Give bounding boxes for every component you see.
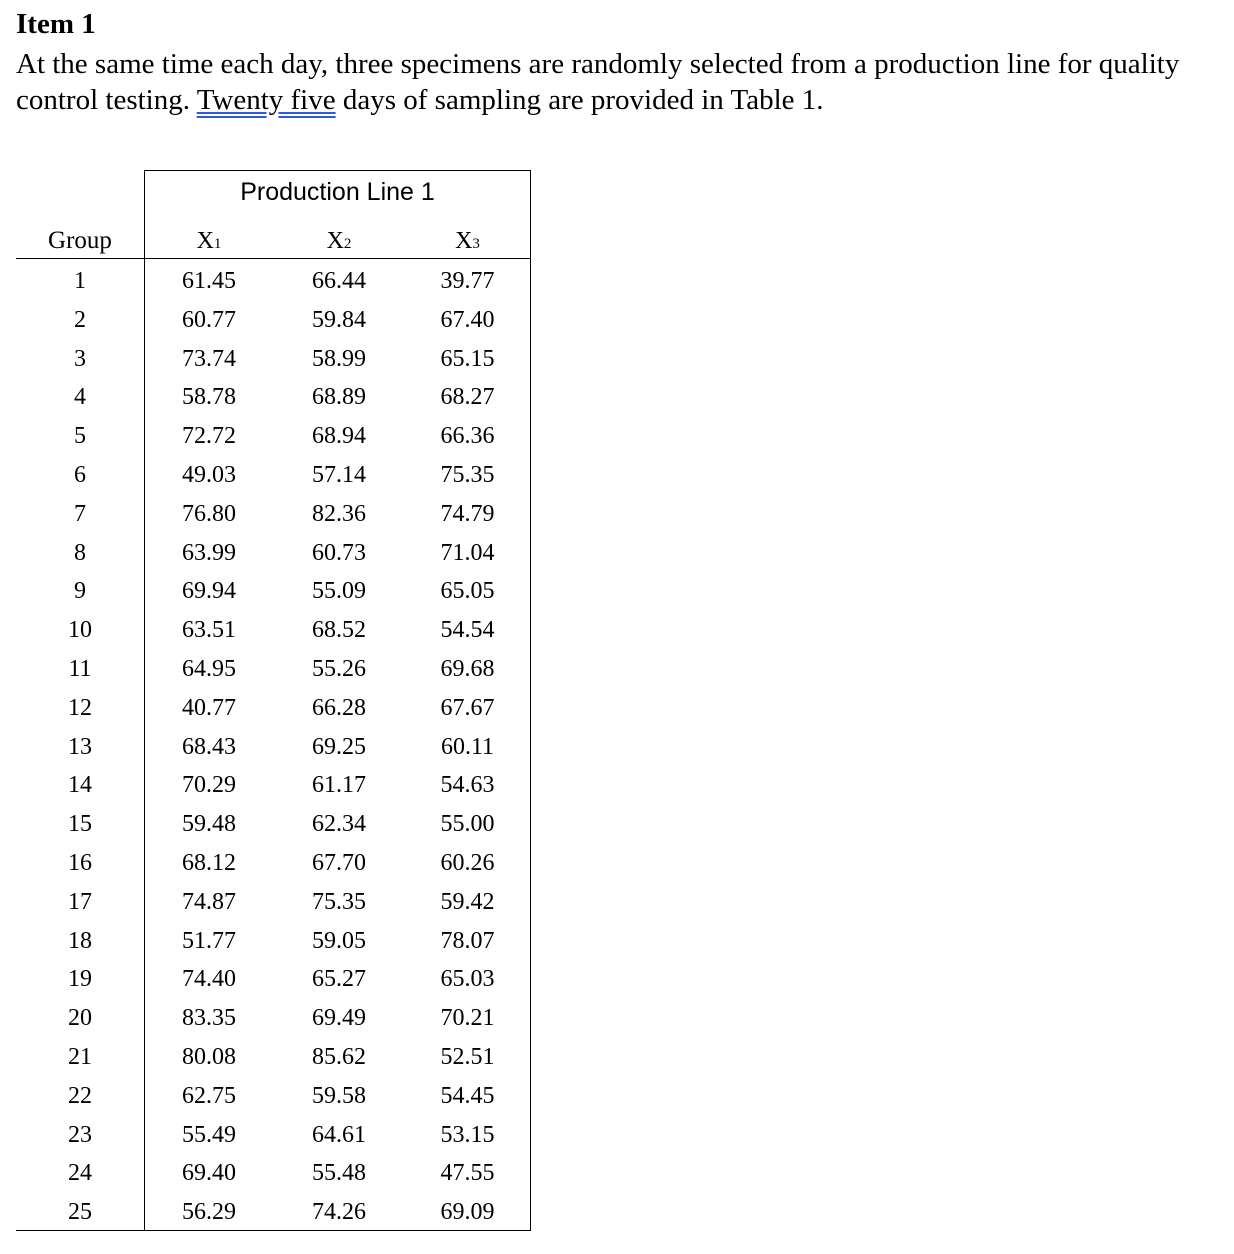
table-caption: Production Line 1	[240, 178, 435, 206]
cell-x3: 68.27	[440, 384, 495, 411]
cell-x1: 70.29	[182, 772, 236, 799]
cell-x1: 55.49	[182, 1121, 236, 1148]
cell-x1: 63.51	[182, 617, 236, 644]
cell-x2: 55.48	[312, 1160, 366, 1187]
cell-x3: 59.42	[440, 888, 495, 915]
cell-x3: 65.03	[440, 966, 495, 993]
cell-x1: 74.40	[182, 966, 236, 993]
cell-x2: 67.70	[312, 849, 366, 876]
table-row	[16, 650, 531, 689]
cell-x1: 61.45	[182, 268, 236, 294]
cell-group: 7	[74, 500, 86, 527]
cell-x1: 74.87	[182, 888, 236, 915]
paragraph-text-after: days of sampling are provided in Table 1.	[335, 84, 824, 116]
cell-x2: 61.17	[312, 772, 366, 799]
cell-x2: 59.05	[312, 927, 366, 954]
cell-x1: 62.75	[182, 1082, 236, 1109]
cell-group: 2	[74, 306, 86, 333]
cell-x2: 55.26	[312, 655, 366, 682]
cell-group: 11	[68, 655, 92, 682]
cell-x3: 69.68	[440, 655, 495, 682]
table-row	[16, 262, 531, 301]
cell-x1: 76.80	[182, 500, 236, 527]
paragraph-text-before: At the same time each day, three specimens are randomly selected from a production line for quality control testing.	[16, 48, 1180, 116]
cell-x3: 39.77	[440, 268, 495, 294]
header-x1-base: X	[196, 228, 214, 254]
cell-x1: 69.94	[182, 578, 236, 605]
cell-group: 12	[68, 694, 92, 721]
cell-x2: 59.84	[312, 306, 366, 333]
spelling-flagged-text[interactable]: Twenty five	[196, 84, 336, 116]
cell-x2: 62.34	[312, 811, 366, 838]
cell-x3: 66.36	[440, 423, 495, 450]
cell-x1: 73.74	[182, 345, 236, 372]
cell-group: 24	[68, 1160, 92, 1187]
table-row	[16, 572, 531, 611]
table-row	[16, 844, 531, 883]
cell-group: 18	[68, 927, 92, 954]
table-row	[16, 805, 531, 844]
cell-group: 25	[68, 1199, 92, 1226]
table-row	[16, 883, 531, 922]
cell-group: 15	[68, 811, 92, 838]
cell-x1: 80.08	[182, 1043, 236, 1070]
cell-group: 17	[68, 888, 92, 915]
cell-x3: 54.63	[440, 772, 495, 799]
table-row	[16, 456, 531, 495]
cell-x3: 65.05	[440, 578, 495, 605]
cell-x3: 52.51	[440, 1043, 495, 1070]
table-row	[16, 1154, 531, 1193]
cell-x1: 69.40	[182, 1160, 236, 1187]
cell-group: 14	[68, 772, 92, 799]
cell-group: 6	[74, 461, 86, 488]
table-row	[16, 766, 531, 805]
cell-x3: 70.21	[440, 1005, 495, 1032]
cell-x1: 68.12	[182, 849, 236, 876]
cell-x1: 40.77	[182, 694, 236, 721]
header-rule	[16, 258, 531, 259]
cell-group: 19	[68, 966, 92, 993]
cell-x2: 69.49	[312, 1005, 366, 1032]
cell-x1: 64.95	[182, 655, 236, 682]
cell-x2: 65.27	[312, 966, 366, 993]
cell-group: 20	[68, 1005, 92, 1032]
cell-x2: 57.14	[312, 461, 366, 488]
table-row	[16, 378, 531, 417]
cell-x2: 64.61	[312, 1121, 366, 1148]
cell-x3: 55.00	[440, 811, 495, 838]
intro-paragraph	[16, 46, 1231, 118]
cell-x3: 54.45	[440, 1082, 495, 1109]
cell-x1: 59.48	[182, 811, 236, 838]
cell-x1: 63.99	[182, 539, 236, 566]
table-row	[16, 301, 531, 340]
table-row	[16, 495, 531, 534]
cell-x3: 67.40	[440, 306, 495, 333]
cell-x3: 60.11	[440, 733, 495, 760]
table-row	[16, 689, 531, 728]
cell-x1: 68.43	[182, 733, 236, 760]
table-row	[16, 728, 531, 767]
table-row	[16, 1077, 531, 1116]
table-row	[16, 611, 531, 650]
cell-x1: 58.78	[182, 384, 236, 411]
cell-x2: 55.09	[312, 578, 366, 605]
cell-group: 4	[74, 384, 86, 411]
table-row	[16, 960, 531, 999]
cell-group: 8	[74, 539, 86, 566]
header-x1-sub: 1	[213, 236, 222, 252]
cell-x2: 68.89	[312, 384, 366, 411]
cell-x1: 72.72	[182, 423, 236, 450]
cell-x1: 51.77	[182, 927, 236, 954]
table-row	[16, 534, 531, 573]
cell-x2: 68.52	[312, 617, 366, 644]
cell-x2: 69.25	[312, 733, 366, 760]
table-row	[16, 922, 531, 961]
header-x3	[404, 226, 531, 259]
cell-x3: 47.55	[440, 1160, 495, 1187]
cell-x3: 78.07	[440, 927, 495, 954]
cell-group: 10	[68, 617, 92, 644]
cell-group: 5	[74, 423, 86, 450]
cell-group: 9	[74, 578, 86, 605]
cell-group: 1	[74, 268, 86, 294]
cell-x3: 60.26	[440, 849, 495, 876]
cell-x1: 83.35	[182, 1005, 236, 1032]
cell-x2: 66.44	[312, 268, 366, 294]
cell-x2: 58.99	[312, 345, 366, 372]
cell-group: 23	[68, 1121, 92, 1148]
cell-x3: 74.79	[440, 500, 495, 527]
cell-x3: 53.15	[440, 1121, 495, 1148]
cell-group: 3	[74, 345, 86, 372]
cell-x3: 71.04	[440, 539, 495, 566]
cell-x1: 60.77	[182, 306, 236, 333]
cell-x1: 56.29	[182, 1199, 236, 1226]
table-row	[16, 1193, 531, 1232]
cell-group: 13	[68, 733, 92, 760]
cell-x2: 68.94	[312, 423, 366, 450]
header-x2-base: X	[326, 228, 344, 254]
cell-x2: 75.35	[312, 888, 366, 915]
cell-x2: 66.28	[312, 694, 366, 721]
cell-group: 21	[68, 1043, 92, 1070]
header-group: Group	[48, 227, 112, 254]
table-row	[16, 340, 531, 379]
table-row	[16, 1116, 531, 1155]
header-x3-base: X	[455, 228, 473, 254]
table-row	[16, 999, 531, 1038]
bottom-rule	[16, 1230, 531, 1231]
cell-x2: 85.62	[312, 1043, 366, 1070]
cell-x2: 60.73	[312, 539, 366, 566]
header-x2	[274, 226, 404, 259]
header-x1	[144, 226, 274, 259]
cell-group: 16	[68, 849, 92, 876]
cell-x1: 49.03	[182, 461, 236, 488]
cell-x2: 74.26	[312, 1199, 366, 1226]
cell-x2: 59.58	[312, 1082, 366, 1109]
table-row	[16, 1038, 531, 1077]
table-body	[16, 262, 531, 1232]
cell-x3: 54.54	[440, 617, 495, 644]
cell-x3: 69.09	[440, 1199, 495, 1226]
table-row	[16, 417, 531, 456]
cell-x3: 65.15	[440, 345, 495, 372]
cell-x3: 75.35	[440, 461, 495, 488]
header-x3-sub: 3	[472, 236, 480, 252]
header-x2-sub: 2	[343, 236, 352, 252]
item-heading: Item 1	[16, 8, 96, 40]
cell-group: 22	[68, 1082, 92, 1109]
cell-x2: 82.36	[312, 500, 366, 527]
cell-x3: 67.67	[440, 694, 495, 721]
